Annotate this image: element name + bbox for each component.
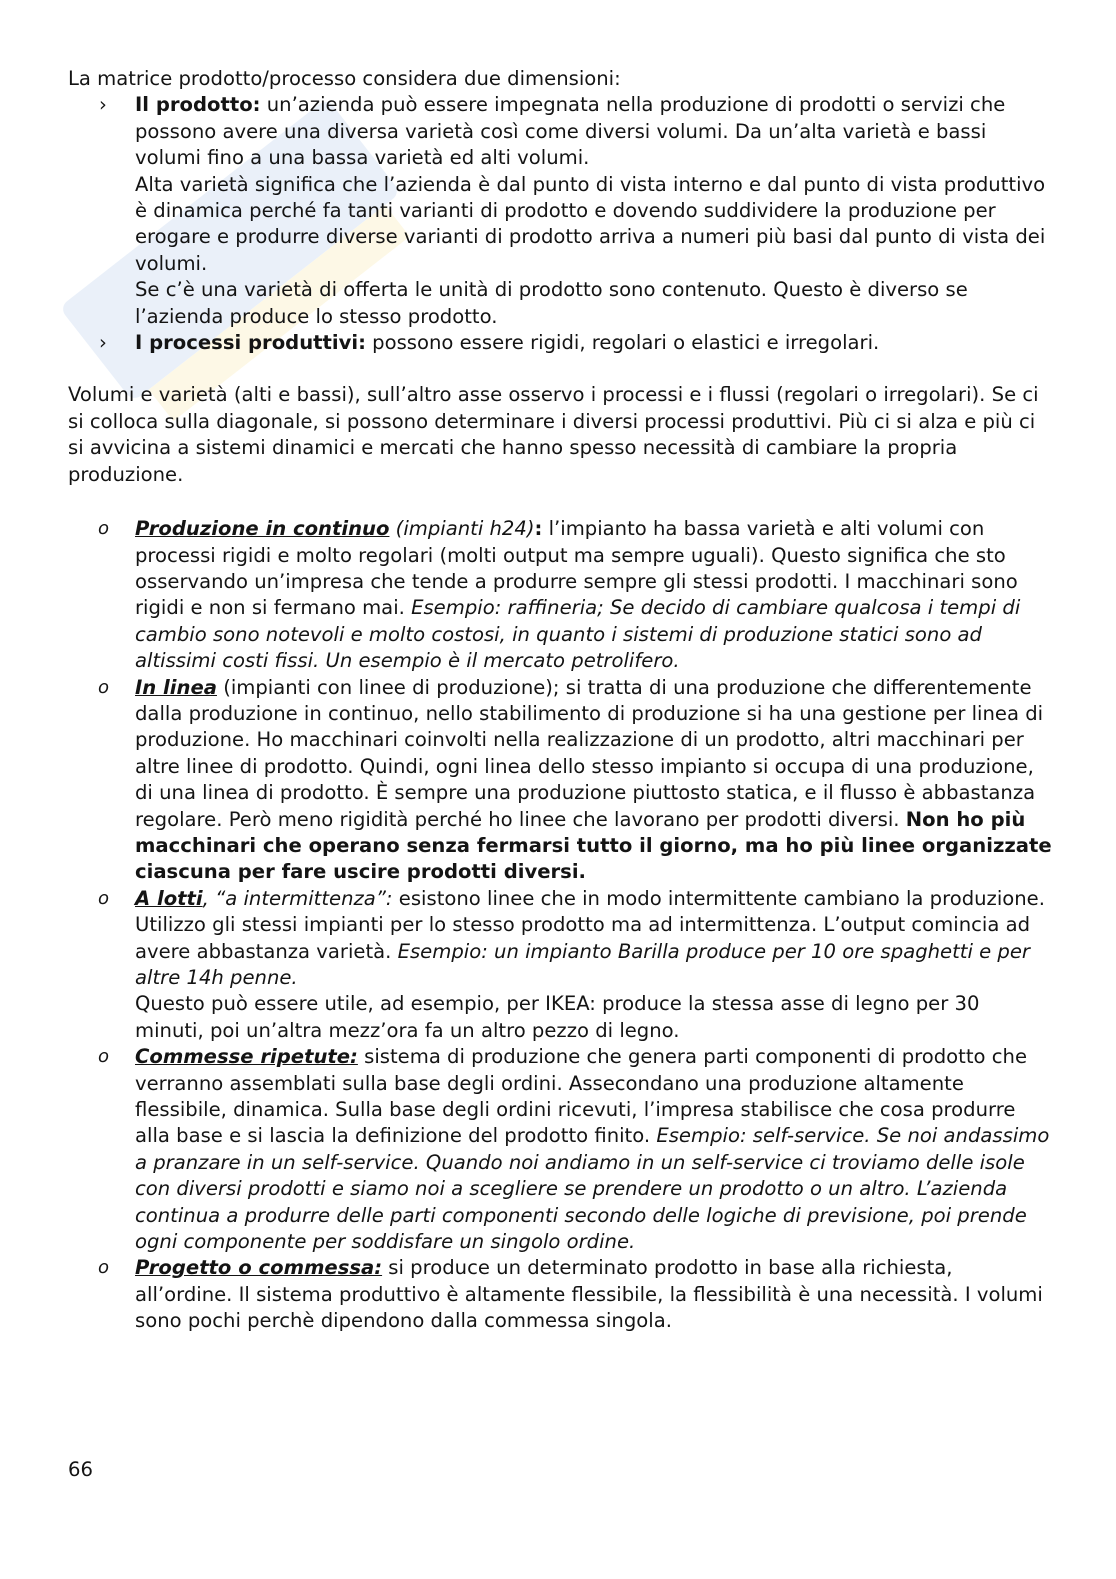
item-text: (impianti con linee di produzione); si tratta di una produzione che differentemente dalla produzione in continuo, nello stabilimento di produzione si ha una gestione per linea di produzione. Ho macchinari coinvolti nella realizzazione di un prodotto, altri macchinari per altre linee di prodotto. Quindi, ogni linea dello stesso impianto si occupa di una produzione, di una linea di prodotto. È sempre una produzione piuttosto statica, e il flusso è abbastanza regolare. Però meno rigidità perché ho linee che lavorano per prodotti diversi. [135, 675, 1044, 831]
item-colon: : [534, 517, 543, 541]
bullet-text: possono essere rigidi, regolari o elastici e irregolari. [365, 331, 880, 355]
list-item [68, 330, 1053, 356]
item-emphasis: Non ho più macchinari che operano senza fermarsi tutto il giorno, ma ho più linee organizzate ciascuna per fare uscire prodotti diversi. [135, 807, 1052, 884]
bullet-title: I processi produttivi: [135, 331, 366, 355]
bullet-title: Il prodotto: [135, 93, 261, 117]
item-text: esistono linee che in modo intermittente cambiano la produzione. Utilizzo gli stessi impianti per lo stesso prodotto ma ad intermittenza. L’output comincia ad avere abbastanza varietà. [135, 886, 1045, 963]
page-number: 66 [68, 1458, 93, 1481]
item-title: Commesse ripetute: [135, 1045, 358, 1069]
item-example: Esempio: self-service. Se noi andassimo a pranzare in un self-service. Quando noi andiamo in un self-service ci troviamo delle isole con diversi prodotti e siamo noi a scegliere se prendere un prodotto o un altro. L’azienda continua a produrre delle parti componenti secondo delle logiche di previsione, poi prende ogni componente per soddisfare un singolo ordine. [135, 1124, 1050, 1254]
bullet-marker: o [98, 1257, 110, 1279]
list-item [68, 1255, 1053, 1334]
item-title: In linea [135, 675, 217, 699]
item-example: Esempio: un impianto Barilla produce per 10 ore spaghetti e per altre 14h penne. [135, 939, 1030, 989]
item-example: Esempio: raffineria; Se decido di cambiare qualcosa i tempi di cambio sono notevoli e molto costosi, in quanto i sistemi di produzione statici sono ad altissimi costi fissi. Un esempio è il mercato petrolifero. [135, 596, 1021, 673]
process-types-list [68, 516, 1053, 1335]
item-text: sistema di produzione che genera parti componenti di prodotto che verranno assemblati sulla base degli ordini. Assecondano una produzione altamente flessibile, dinamica. Sulla base degli ordini ricevuti, l’impresa stabilisce che cosa produrre alla base e si lascia la definizione del prodotto finito. [135, 1045, 1028, 1148]
item-subtitle: , “a intermittenza”: [202, 886, 393, 910]
list-item [68, 675, 1053, 886]
bullet-extra: Alta varietà significa che l’azienda è dal punto di vista interno e dal punto di vista produttivo è dinamica perché fa tanti varianti di prodotto e dovendo suddividere la produzione per erogare e produrre diverse varianti di prodotto arriva a numeri più basi dal punto di vista dei volumi. [135, 172, 1046, 275]
bullet-marker: o [98, 676, 110, 698]
bullet-marker: o [98, 1046, 110, 1068]
bullet-marker: › [99, 93, 107, 117]
item-title: Produzione in continuo [135, 517, 390, 541]
document-page [68, 66, 1053, 1335]
dimensions-list [68, 92, 1053, 356]
bullet-marker: o [98, 887, 110, 909]
bullet-text: un’azienda può essere impegnata nella produzione di prodotti o servizi che possono avere una diversa varietà così come diversi volumi. Da un’alta varietà e bassi volumi fino a una bassa varietà ed alti volumi. [135, 93, 1006, 170]
item-text: si produce un determinato prodotto in base alla richiesta, all’ordine. Il sistema produttivo è altamente flessibile, la flessibilità è una necessità. I volumi sono pochi perchè dipendono dalla commessa singola. [135, 1256, 1043, 1333]
item-text: l’impianto ha bassa varietà e alti volumi con processi rigidi e molto regolari (molti output ma sempre uguali). Questo significa che sto osservando un’impresa che tende a produrre sempre gli stessi prodotti. I macchinari sono rigidi e non si fermano mai. [135, 517, 1018, 620]
bullet-marker: › [99, 331, 107, 355]
bullet-marker: o [98, 518, 110, 540]
list-item [68, 92, 1053, 330]
list-item [68, 1044, 1053, 1255]
list-item [68, 886, 1053, 1044]
bullet-extra: Se c’è una varietà di offerta le unità di prodotto sono contenuto. Questo è diverso se l’azienda produce lo stesso prodotto. [135, 278, 968, 328]
item-subtitle: (impianti h24) [389, 517, 535, 541]
body-paragraph: Volumi e varietà (alti e bassi), sull’altro asse osservo i processi e i flussi (regolari o irregolari). Se ci si colloca sulla diagonale, si possono determinare i diversi processi produttivi. Più ci si alza e più ci si avvicina a sistemi dinamici e mercati che hanno spesso necessità di cambiare la propria produzione. [68, 383, 1039, 486]
list-item [68, 516, 1053, 674]
item-title: A lotti [135, 886, 203, 910]
item-extra: Questo può essere utile, ad esempio, per IKEA: produce la stessa asse di legno per 30 minuti, poi un’altra mezz’ora fa un altro pezzo di legno. [135, 992, 980, 1042]
item-title: Progetto o commessa: [135, 1256, 383, 1280]
intro-text: La matrice prodotto/processo considera due dimensioni: [68, 67, 621, 90]
